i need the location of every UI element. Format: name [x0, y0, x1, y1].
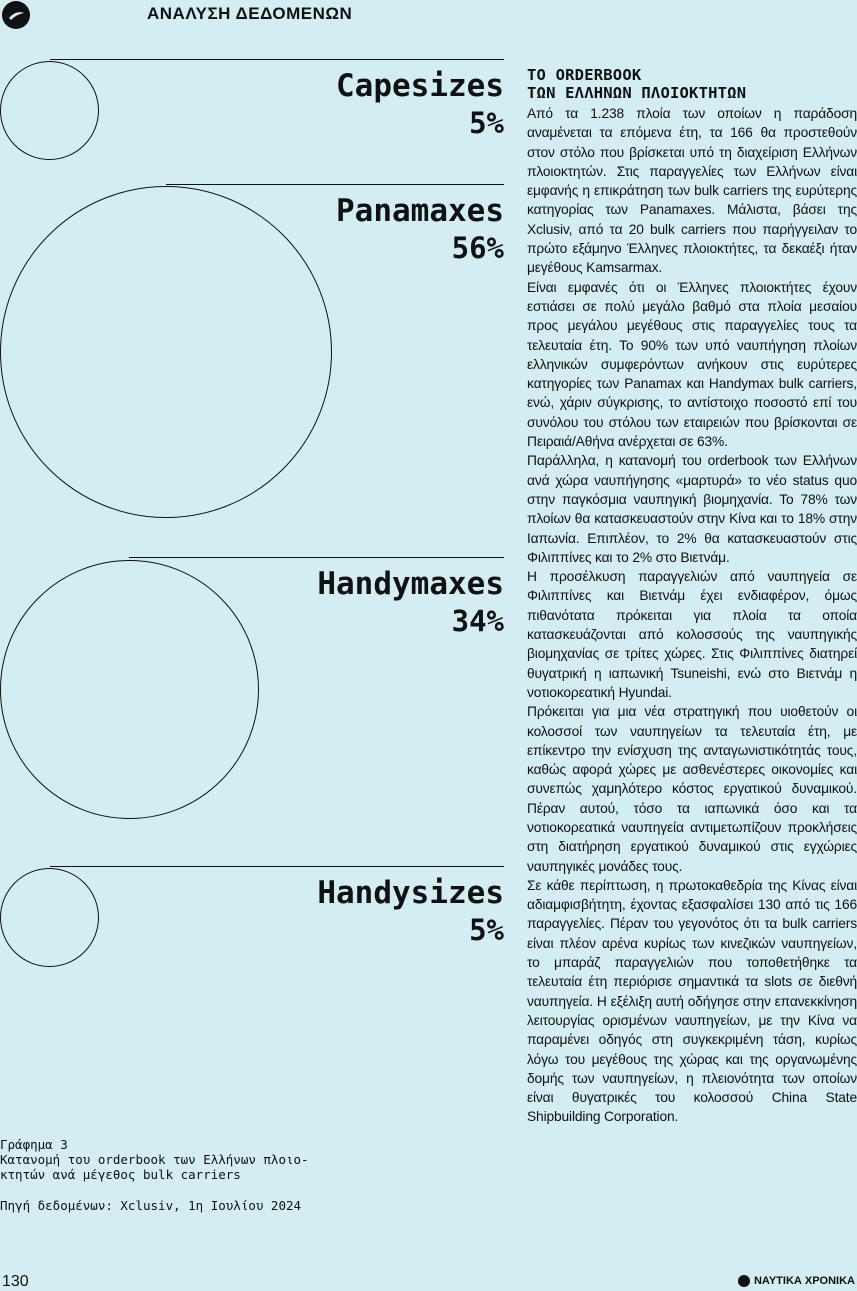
article-paragraph: Από τα 1.238 πλοία των οποίων η παράδοση αναμένεται τα επόμενα έτη, τα 166 θα προστεθούν στον στόλο που βρίσκεται υπό τη διαχείριση Ελλήνων πλοιοκτητών. Στις παραγγελίες των Ελλήνων είναι εμφανής η επικράτηση των bulk carriers της ευρύτερης κατηγορίας των Panamaxes. Μάλιστα, βάσει της Xclusiv, από τα 20 bulk carriers που παρήγγειλαν το πρώτο εξάμηνο Έλληνες πλοιοκτήτες, τα δεκαέξι ήταν μεγέθους Kamsarmax. — [527, 106, 857, 276]
chart-category-handymaxes — [0, 557, 504, 820]
footer-brand — [738, 1275, 855, 1287]
chart-bubble — [0, 560, 259, 819]
chart-value-label: 56% — [451, 231, 504, 265]
article-paragraph: Η προσέλκυση παραγγελιών από ναυπηγεία σε Φιλιππίνες και Βιετνάμ έχει ενδιαφέρον, όμως πιθανότατα πρόκειται για πλοία τα οποία κατασκευάζονται από κολοσσούς της ναυπηγικής βιομηχανίας σε τρίτες χώρες. Στις Φιλιππίνες διατηρεί θυγατρική η ιαπωνική Tsuneishi, ενώ στο Βιετνάμ η νοτιοκορεατική Hyundai. — [527, 569, 857, 700]
chart-category-label: Capesizes — [336, 68, 504, 104]
figure-description: Κατανομή του orderbook των Ελλήνων πλοιο-κτητών ανά μέγεθος bulk carriers — [0, 1152, 309, 1182]
chart-category-label: Handysizes — [317, 875, 504, 911]
article-paragraph: Παράλληλα, η κατανομή του orderbook των Ελλήνων ανά χώρα ναυπήγησης «μαρτυρά» το νέο status quo στην παγκόσμια ναυπηγική βιομηχανία. Το 78% των πλοίων θα κατασκευαστούν στην Κίνα και το 18% στην Ιαπωνία. Επιπλέον, το 2% θα κατασκευαστούν στις Φιλιππίνες και το 2% στο Βιετνάμ. — [527, 453, 857, 565]
article — [527, 66, 857, 1127]
figure-number: Γράφημα 3 — [0, 1137, 68, 1152]
chart-value-label: 5% — [469, 106, 504, 140]
chart-bubble — [0, 868, 99, 967]
brand-logo-icon — [2, 1, 30, 29]
figure-caption — [0, 1137, 330, 1213]
article-paragraph: Πρόκειται για μια νέα στρατηγική που υιοθετούν οι κολοσσοί των ναυπηγείων τα τελευταία έτη, με επίκεντρο την ενίσχυση της ανταγωνιστικότητάς τους, καθώς αφορά χώρες με ασθενέστερες οικονομίες και συνεπώς χαμηλότερο κόστος εργατικού δυναμικού. Πέραν αυτού, τόσο τα ιαπωνικά όσο και τα νοτιοκορεατικά ναυπηγεία αντιμετωπίζουν προκλήσεις στη διατήρηση εργατικού δυναμικού στις εγχώριες ναυπηγικές μονάδες τους. — [527, 704, 857, 874]
chart-category-label: Panamaxes — [336, 193, 504, 229]
figure-source: Πηγή δεδομένων: Xclusiv, 1η Ιουλίου 2024 — [0, 1198, 302, 1213]
chart-category-panamaxes — [0, 184, 504, 520]
chart-value-label: 5% — [469, 913, 504, 947]
article-heading-line2: ΤΩΝ ΕΛΛΗΝΩΝ ΠΛΟΙΟΚΤΗΤΩΝ — [527, 84, 747, 102]
article-heading — [527, 66, 857, 102]
footer-brand-label: ΝΑΥΤΙΚΑ ΧΡΟΝΙΚΑ — [753, 1275, 855, 1287]
chart-bubble — [0, 186, 332, 518]
article-heading-line1: ΤΟ ORDERBOOK — [527, 66, 642, 84]
chart-category-capesizes — [0, 59, 504, 162]
chart-rule — [129, 557, 504, 558]
chart-category-handysizes — [0, 866, 504, 969]
article-paragraph: Σε κάθε περίπτωση, η πρωτοκαθεδρία της Κίνας είναι αδιαμφισβήτητη, έχοντας εξασφαλίσει 130 από τις 166 παραγγελίες. Πέραν του γεγονότος ότι τα bulk carriers είναι πλέον αρένα κυρίως των κινεζικών ναυπηγείων, το μπαράζ παραγγελιών που τοποθετήθηκε τα τελευταία έτη περιόρισε σημαντικά τα slots σε διεθνή ναυπηγεία. Η εξέλιξη αυτή οδήγησε στην επανεκκίνηση λειτουργίας ορισμένων ναυπηγείων, με την Κίνα να παραμένει οδηγός στη συγκεκριμένη τάση, κυρίως λόγω του μεγέθους της χώρας και της οργανωμένης δομής των ναυπηγείων, η πλειονότητα των οποίων είναι θυγατρικές του κολοσσού China State Shipbuilding Corporation. — [527, 877, 857, 1125]
chart-rule — [166, 184, 504, 185]
brand-mark-icon — [738, 1275, 750, 1287]
chart-bubble — [0, 61, 99, 160]
article-paragraph: Είναι εμφανές ότι οι Έλληνες πλοιοκτήτες έχουν εστιάσει σε πολύ μεγάλο βαθμό στα πλοία μεσαίου προς μεγάλου μεγέθους στις παραγγελίες τους τα τελευταία έτη. Το 90% των υπό ναυπήγηση πλοίων ελληνικών συμφερόντων ανήκουν στις ευρύτερες κατηγορίες των Panamax και Handymax bulk carriers, ενώ, χάριν σύγκρισης, το αντίστοιχο ποσοστό επί του συνόλου του στόλου των εταιρειών που βρίσκονται σε Πειραιά/Αθήνα ανέρχεται σε 63%. — [527, 279, 857, 450]
chart-rule — [50, 866, 504, 867]
chart-value-label: 34% — [451, 604, 504, 638]
chart-rule — [50, 59, 504, 60]
page-number: 130 — [2, 1273, 29, 1290]
chart-category-label: Handymaxes — [317, 566, 504, 602]
section-title: ΑΝΑΛΥΣΗ ΔΕΔΟΜΕΝΩΝ — [147, 4, 353, 23]
